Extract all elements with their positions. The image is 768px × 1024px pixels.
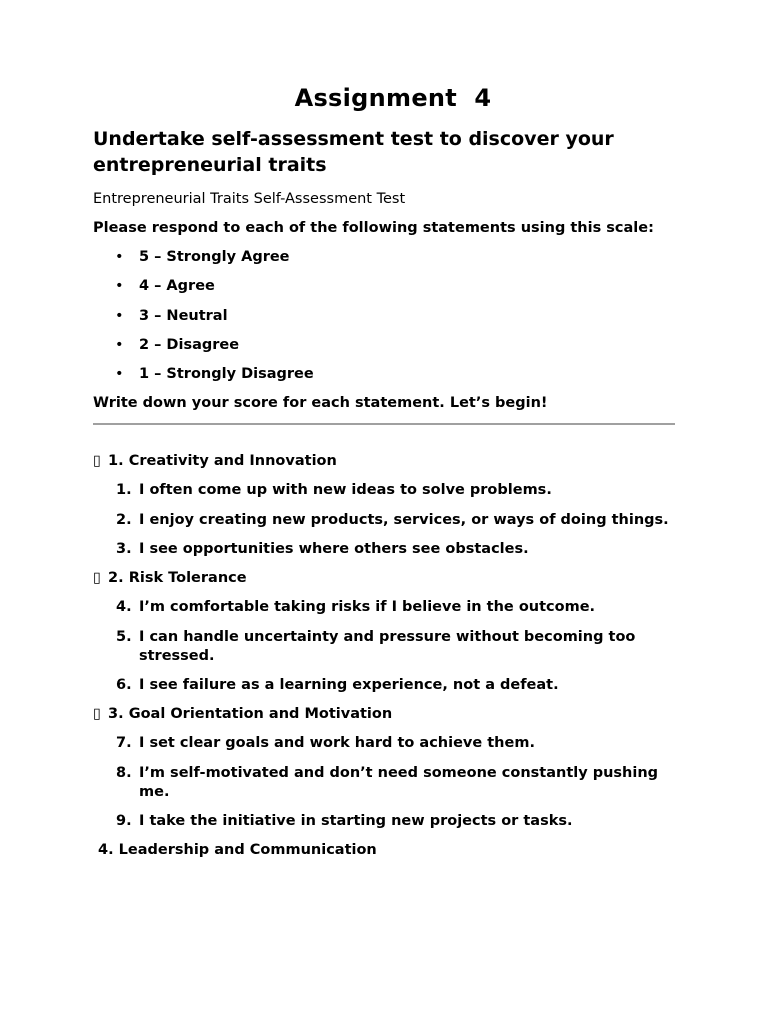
statement-item xyxy=(93,511,683,530)
test-heading: Entrepreneurial Traits Self-Assessment Test xyxy=(93,191,406,207)
scale-item-label: 3 – Neutral xyxy=(139,307,228,324)
statement-number: 9. xyxy=(116,812,132,829)
section-heading-goals xyxy=(93,705,683,724)
scale-item-label: 2 – Disagree xyxy=(139,336,240,353)
statement-item xyxy=(93,676,683,695)
statement-number: 7. xyxy=(116,735,132,752)
statement-text: I can handle uncertainty and pressure without becoming too stressed. xyxy=(139,628,636,664)
statement-item xyxy=(93,628,683,666)
document-page xyxy=(93,84,683,870)
statement-item xyxy=(93,540,683,559)
section-heading-leadership: 4. Leadership and Communication xyxy=(98,842,377,859)
box-icon: ▯ xyxy=(93,453,101,470)
scale-item xyxy=(93,365,683,384)
scale-item-label: 5 – Strongly Agree xyxy=(139,249,290,265)
section-heading-label: 1. Creativity and Innovation xyxy=(108,453,337,470)
bullet-icon: • xyxy=(115,366,124,383)
statement-text: I take the initiative in starting new projects or tasks. xyxy=(139,812,573,829)
statement-text: I enjoy creating new products, services, or ways of doing things. xyxy=(139,511,669,528)
section-heading-label: 2. Risk Tolerance xyxy=(108,570,247,587)
statement-list xyxy=(93,734,683,831)
statement-text: I’m self-motivated and don’t need someone constantly pushing me. xyxy=(139,764,659,800)
bullet-icon: • xyxy=(115,307,124,324)
statement-number: 5. xyxy=(116,628,132,645)
statement-text: I often come up with new ideas to solve problems. xyxy=(139,482,552,499)
statement-item xyxy=(93,764,683,802)
scale-item xyxy=(93,277,683,296)
statement-text: I’m comfortable taking risks if I believe in the outcome. xyxy=(139,599,596,616)
statement-item xyxy=(93,734,683,753)
scale-item xyxy=(93,307,683,326)
instructions: Please respond to each of the following statements using this scale: xyxy=(93,220,654,236)
statement-number: 6. xyxy=(116,676,132,693)
statement-item xyxy=(93,598,683,617)
bullet-icon: • xyxy=(115,336,124,353)
section-heading-creativity xyxy=(93,452,683,471)
statement-text: I see failure as a learning experience, not a defeat. xyxy=(139,676,559,693)
scale-list xyxy=(93,248,683,384)
statement-list xyxy=(93,481,683,559)
bullet-icon: • xyxy=(115,249,124,265)
scale-item-label: 4 – Agree xyxy=(139,278,215,295)
statement-number: 1. xyxy=(116,482,132,499)
scale-item xyxy=(93,248,683,267)
score-prompt: Write down your score for each statement. Let’s begin! xyxy=(93,395,548,412)
box-icon: ▯ xyxy=(93,706,101,723)
box-icon: ▯ xyxy=(93,570,101,587)
statement-list xyxy=(93,598,683,695)
statement-number: 2. xyxy=(116,511,132,528)
statement-number: 3. xyxy=(116,541,132,558)
statement-number: 4. xyxy=(116,599,132,616)
bullet-icon: • xyxy=(115,278,124,295)
section-heading-risk xyxy=(93,569,683,588)
statement-number: 8. xyxy=(116,764,132,781)
statement-text: I set clear goals and work hard to achieve them. xyxy=(139,735,535,752)
horizontal-divider xyxy=(93,423,675,425)
document-subtitle: Undertake self-assessment test to discover your entrepreneurial traits xyxy=(93,128,614,176)
section-heading-label: 3. Goal Orientation and Motivation xyxy=(108,706,393,723)
statement-text: I see opportunities where others see obstacles. xyxy=(139,541,529,558)
document-title: Assignment 4 xyxy=(294,84,492,112)
scale-item-label: 1 – Strongly Disagree xyxy=(139,366,314,383)
scale-item xyxy=(93,336,683,355)
statement-item xyxy=(93,481,683,500)
statement-item xyxy=(93,812,683,831)
